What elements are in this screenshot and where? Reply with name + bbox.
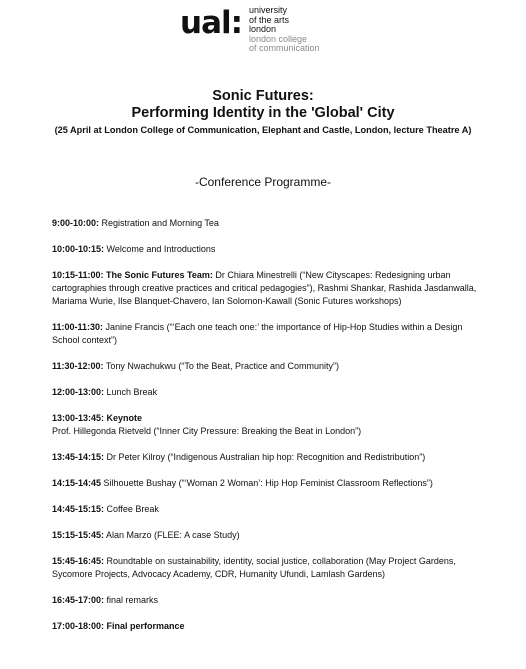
- programme-item: [52, 594, 492, 607]
- logo-mark: ual:: [180, 5, 243, 41]
- item-text: Registration and Morning Tea: [99, 218, 219, 228]
- item-time: 14:45-15:15:: [52, 504, 105, 514]
- item-time: 9:00-10:00:: [52, 218, 100, 228]
- item-time: 10:00-10:15:: [52, 244, 105, 254]
- item-text: Coffee Break: [104, 504, 159, 514]
- item-text: Silhouette Bushay (“‘Woman 2 Woman’: Hip Hop Feminist Classroom Reflections”): [101, 478, 433, 488]
- item-time: 12:00-13:00:: [52, 387, 105, 397]
- item-time: 11:30-12:00:: [52, 361, 104, 371]
- programme-item: [52, 477, 492, 490]
- item-text: Prof. Hillegonda Rietveld (“Inner City Pressure: Breaking the Beat in London”): [52, 426, 362, 436]
- item-text: final remarks: [104, 595, 159, 605]
- item-session-title: Keynote: [104, 413, 143, 423]
- item-text: Lunch Break: [104, 387, 158, 397]
- programme-item: [52, 503, 492, 516]
- item-text: Tony Nwachukwu (“To the Beat, Practice and Community”): [103, 361, 339, 371]
- programme-list: [52, 217, 492, 646]
- programme-item: [52, 620, 492, 633]
- item-text: Welcome and Introductions: [104, 244, 216, 254]
- title-line-2: Performing Identity in the 'Global' City: [131, 105, 395, 121]
- ual-logo: [180, 4, 320, 54]
- programme-item: [52, 360, 492, 373]
- programme-item: [52, 529, 492, 542]
- document-title: [0, 88, 526, 122]
- programme-item: [52, 243, 492, 256]
- item-text: Janine Francis (“‘Each one teach one:’ the importance of Hip-Hop Studies within a Design School context”): [52, 322, 463, 345]
- item-text: Alan Marzo (FLEE: A case Study): [104, 530, 240, 540]
- logo-text: [249, 6, 320, 54]
- item-session-title: The Sonic Futures Team:: [103, 270, 213, 280]
- programme-item: [52, 217, 492, 230]
- programme-item: [52, 321, 492, 347]
- item-session-title: Final performance: [104, 621, 185, 631]
- item-time: 10:15-11:00:: [52, 270, 104, 280]
- programme-item: [52, 269, 492, 308]
- programme-heading: -Conference Programme-: [194, 175, 332, 189]
- logo-line-london: london: [249, 24, 277, 34]
- programme-item: [52, 412, 492, 438]
- item-time: 17:00-18:00:: [52, 621, 105, 631]
- programme-item: [52, 451, 492, 464]
- programme-item: [52, 555, 492, 581]
- item-time: 11:00-11:30:: [52, 322, 104, 332]
- item-time: 15:15-15:45:: [52, 530, 105, 540]
- title-line-1: Sonic Futures:: [212, 88, 314, 104]
- item-time: 16:45-17:00:: [52, 595, 105, 605]
- logo-line-university: university: [249, 5, 288, 15]
- item-time: 13:00-13:45:: [52, 413, 105, 423]
- item-time: 13:45-14:15:: [52, 452, 105, 462]
- item-text: Dr Peter Kilroy (“Indigenous Australian hip hop: Recognition and Redistribution”): [104, 452, 426, 462]
- event-details: (25 April at London College of Communication, Elephant and Castle, London, lecture Theatre A): [54, 125, 472, 135]
- item-text: Roundtable on sustainability, identity, social justice, collaboration (May Project Gardens, Sycomore Projects, Advocacy Academy, CDR, Humanity Ufundi, Lamlash Gardens): [52, 556, 456, 579]
- title-block: [0, 88, 526, 136]
- item-text: Dr Chiara Minestrelli (“New Cityscapes: Redesigning urban cartographies through creative practices and critical pedagogies”), Rashmi Shankar, Rashida Jasdanwalla, Mariama Wurie, Ilse Blanquet-Chavero, Ian Solomon-Kawall (Sonic Futures workshops): [52, 270, 477, 306]
- item-time: 15:45-16:45:: [52, 556, 105, 566]
- logo-line-of-communication: of communication: [249, 43, 320, 53]
- programme-item: [52, 386, 492, 399]
- logo-line-of-the-arts: of the arts: [249, 14, 290, 25]
- item-time: 14:15-14:45: [52, 478, 102, 488]
- logo-line-london-college: london college: [249, 33, 308, 44]
